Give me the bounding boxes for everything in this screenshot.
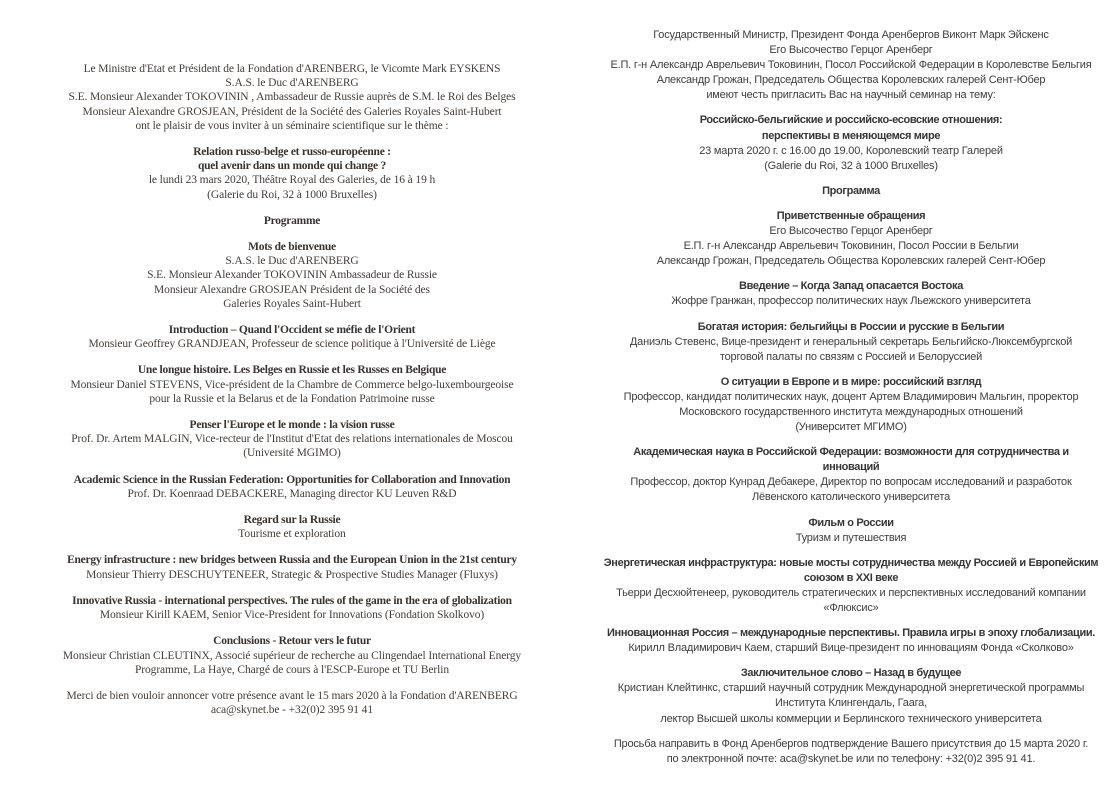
text-line: le lundi 23 mars 2020, Théâtre Royal des Galeries, de 16 à 19 h (148, 174, 436, 187)
text-line: Его Высочество Герцог Аренберг (769, 44, 933, 57)
text-line: Туризм и путешествия (795, 531, 907, 544)
text-line: Tourisme et exploration (238, 528, 346, 541)
text-line: Monsieur Christian CLEUTINX, Associé supérieur de recherche au Clingendael International Energy (62, 649, 522, 662)
text-line: 23 марта 2020 г. с 16.00 до 19.00, Королевский театр Галерей (699, 144, 1003, 157)
text-line: Galeries Royales Saint-Hubert (223, 297, 361, 310)
heading-line: Инновационная Россия – международные перспективы. Правила игры в эпоху глобализации. (607, 627, 1095, 640)
text-line: Е.П. г-н Александр Аврельевич Токовинин, Посол Российской Федерации в Королевстве Бельгия (610, 59, 1092, 72)
programme-heading-ru (590, 184, 1112, 199)
heading-line: quel avenir dans un monde qui change ? (197, 160, 387, 173)
text-line: Prof. Dr. Artem MALGIN, Vice-recteur de l'Institut d'Etat des relations internationales de Moscou (71, 433, 513, 446)
session-welcome-ru (590, 209, 1112, 269)
text-line: Тьерри Десхюйтенеер, руководитель стратегических и перспективных исследований компании (616, 586, 1086, 599)
text-line: Жофре Гранжан, профессор политических наук Льежского университета (671, 295, 1031, 308)
session-film-ru (590, 516, 1112, 546)
heading-line: Заключительное слово – Назад в будущее (740, 667, 962, 680)
text-line: (Université MGIMO) (243, 447, 341, 460)
text-line: S.E. Monsieur Alexander TOKOVININ Ambassadeur de Russie (147, 269, 437, 282)
text-line: Monsieur Alexandre GROSJEAN Président de la Société des (154, 283, 430, 296)
text-line: Профессор, кандидат политических наук, доцент Артем Владимирович Мальгин, проректор (623, 390, 1079, 403)
heading-line: Conclusions - Retour vers le futur (213, 635, 371, 648)
heading-line: Une longue histoire. Les Belges en Russie et les Russes en Belgique (137, 364, 447, 377)
text-line: (Galerie du Roi, 32 à 1000 Bruxelles) (207, 188, 377, 201)
invitation-hosts (26, 62, 558, 133)
text-line: Monsieur Geoffrey GRANDJEAN, Professeur de science politique à l'Université de Liège (88, 338, 496, 351)
seminar-title (26, 145, 558, 202)
text-line: Monsieur Thierry DESCHUYTENEER, Strategic & Prospective Studies Manager (Fluxys) (86, 568, 498, 581)
heading-line: Приветственные обращения (776, 209, 926, 222)
heading-line: Programme (263, 214, 321, 227)
session-regard-russie (26, 513, 558, 541)
heading-line: союзом в XXI веке (803, 571, 899, 584)
heading-line: Введение – Когда Запад опасается Востока (739, 280, 963, 293)
session-academic-science (26, 473, 558, 501)
text-line: по электронной почте: aca@skynet.be или по телефону: +32(0)2 395 91 41. (666, 752, 1036, 765)
session-academic-science-ru (590, 445, 1112, 505)
heading-line: перспективы в меняющемся мире (761, 129, 941, 142)
text-line: Его Высочество Герцог Аренберг (769, 225, 933, 238)
session-welcome (26, 240, 558, 311)
text-line: (Galerie du Roi, 32 à 1000 Bruxelles) (764, 159, 938, 172)
heading-line: Академическая наука в Российской Федерации: возможности для сотрудничества и (633, 446, 1069, 459)
text-line: Е.П. г-н Александр Аврельевич Токовинин, Посол России в Бельгии (683, 240, 1019, 253)
text-line: S.A.S. le Duc d'ARENBERG (225, 77, 359, 90)
text-line: Merci de bien vouloir annoncer votre présence avant le 15 mars 2020 à la Fondation d'ARENBERG (66, 689, 518, 702)
right-page-russian (590, 0, 1112, 777)
text-line: ont le plaisir de vous inviter à un séminaire scientifique sur le thème : (135, 119, 449, 132)
programme-heading (26, 214, 558, 228)
heading-line: О ситуации в Европе и в мире: российский взгляд (720, 375, 982, 388)
session-energy-infrastructure-ru (590, 556, 1112, 616)
text-line: S.A.S. le Duc d'ARENBERG (225, 255, 359, 268)
session-innovative-russia-ru (590, 626, 1112, 656)
text-line: Профессор, доктор Кунрад Дебакере, Директор по вопросам исследований и разработок (630, 476, 1072, 489)
text-line: Московского государственного института международных отношений (679, 405, 1023, 418)
invitation-hosts-ru (590, 28, 1112, 103)
heading-line: Innovative Russia - international perspectives. The rules of the game in the era of globalization (72, 594, 512, 607)
session-conclusions (26, 634, 558, 677)
rsvp-notice-ru (590, 737, 1112, 767)
heading-line: инноваций (822, 461, 880, 474)
session-rich-history-ru (590, 320, 1112, 365)
session-innovative-russia (26, 594, 558, 622)
session-closing-word-ru (590, 666, 1112, 726)
text-line: S.E. Monsieur Alexander TOKOVININ , Ambassadeur de Russie auprès de S.M. le Roi des Belges (68, 91, 516, 104)
heading-line: Программа (822, 184, 880, 197)
session-long-history (26, 363, 558, 406)
text-line: Александр Грожан, Председатель Общества Королевских галерей Сент-Юбер (656, 255, 1046, 268)
text-line: Monsieur Kirill KAEM, Senior Vice-President for Innovations (Fondation Skolkovo) (99, 609, 485, 622)
text-line: aca@skynet.be - +32(0)2 395 91 41 (211, 704, 373, 717)
left-page-french (26, 0, 558, 729)
heading-line: Academic Science in the Russian Federation: Opportunities for Collaboration and Innovation (73, 473, 511, 486)
text-line: «Флюксис» (823, 602, 879, 614)
text-line: pour la Russie et la Belarus et de la Fondation Patrimoine russe (149, 392, 435, 405)
session-energy-infrastructure (26, 553, 558, 581)
text-line: Лёвенского католического университета (752, 491, 950, 504)
text-line: Кристиан Клейтинкс, старший научный сотрудник Международной энергетической программы (617, 682, 1085, 695)
text-line: лектор Высшей школы коммерции и Берлинского технического университета (660, 712, 1042, 725)
session-situation-europe-ru (590, 375, 1112, 435)
text-line: Государственный Министр, Президент Фонда Аренбергов Виконт Марк Эйскенс (653, 29, 1049, 41)
text-line: Programme, La Haye, Chargé de cours à l'ESCP-Europe et TU Berlin (135, 663, 449, 676)
text-line: Института Клингендаль, Гаага, (775, 697, 927, 710)
text-line: Кирилл Владимирович Каем, старший Вице-президент по инновациям Фонда «Сколково» (628, 642, 1074, 655)
session-introduction-ru (590, 279, 1112, 309)
session-introduction (26, 323, 558, 351)
heading-line: Фильм о России (808, 516, 894, 529)
text-line: Monsieur Alexandre GROSJEAN, Président de la Société des Galeries Royales Saint-Hubert (82, 105, 502, 118)
rsvp-notice (26, 689, 558, 717)
session-russian-vision (26, 418, 558, 461)
text-line: Monsieur Daniel STEVENS, Vice-président de la Chambre de Commerce belgo-luxembourgeoise (70, 378, 514, 391)
heading-line: Energy infrastructure : new bridges between Russia and the European Union in the 21st century (67, 554, 517, 567)
text-line: Prof. Dr. Koenraad DEBACKERE, Managing director KU Leuven R&D (127, 487, 457, 500)
heading-line: Regard sur la Russie (243, 514, 341, 527)
heading-line: Introduction – Quand l'Occident se méfie de l'Orient (168, 324, 416, 337)
text-line: Просьба направить в Фонд Аренбергов подтверждение Вашего присутствия до 15 марта 2020 г. (613, 737, 1089, 750)
seminar-title-ru (590, 113, 1112, 173)
text-line: Le Ministre d'Etat et Président de la Fondation d'ARENBERG, le Vicomte Mark EYSKENS (83, 63, 501, 75)
heading-line: Relation russo-belge et russo-européenne : (193, 146, 391, 159)
heading-line: Mots de bienvenue (248, 241, 336, 254)
text-line: Александр Грожан, Председатель Общества Королевских галерей Сент-Юбер (656, 74, 1046, 87)
text-line: имеют честь пригласить Вас на научный семинар на тему: (706, 89, 996, 102)
text-line: Даниэль Стевенс, Вице-президент и генеральный секретарь Бельгийско-Люксембургской (629, 335, 1073, 348)
text-line: торговой палаты по связям с Россией и Белоруссией (719, 350, 983, 363)
heading-line: Богатая история: бельгийцы в России и русские в Бельгии (697, 320, 1005, 333)
heading-line: Энергетическая инфраструктура: новые мосты сотрудничества между Россией и Европейским (603, 556, 1099, 569)
text-line: (Университет МГИМО) (795, 421, 907, 434)
heading-line: Penser l'Europe et le monde : la vision russe (189, 419, 395, 432)
heading-line: Российско-бельгийские и российско-есовские отношения: (699, 114, 1003, 127)
